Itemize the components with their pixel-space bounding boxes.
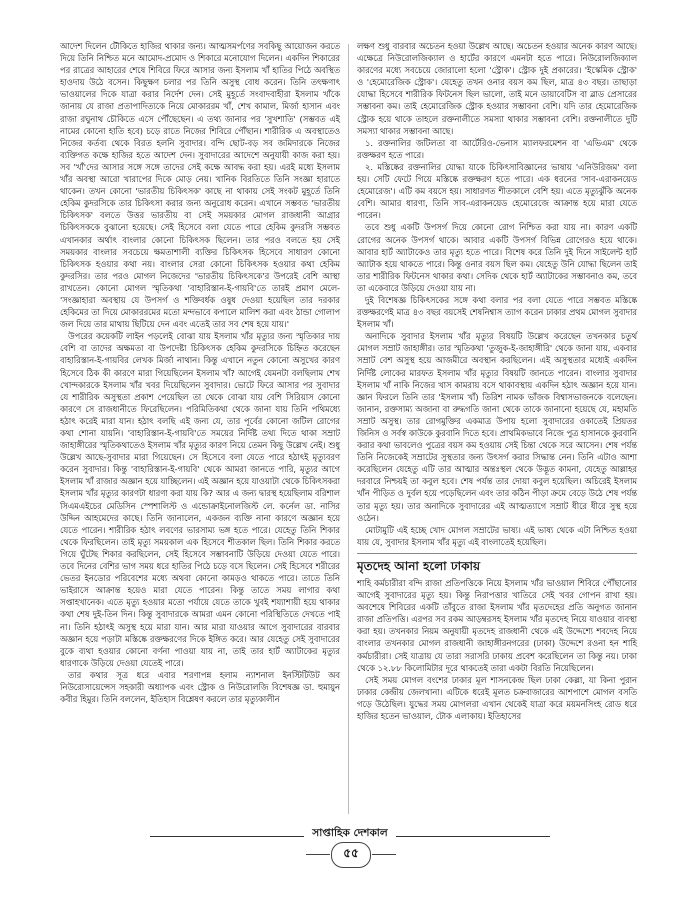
column-divider <box>348 44 349 814</box>
section-subheading: মৃতদেহ আনা হলো ঢাকায় <box>357 553 637 574</box>
body-paragraph: উপরের কয়েকটি লাইন পড়লেই বোঝা যায় ইসলাম খাঁর মৃত্যুর জন্য স্মৃতিকার দায় বেশি বা তাদের অক্ষমতা বা উপদেষ্টা চিকিৎসক হেকিম কুদরসিকে চিহ্নিত করেছেন বাহারিস্তান-ই-গায়বির লেখক মির্জা নাথান। কিন্তু এখানে নতুন কোনো অসুখের কারণ হিসেবে ঠিক কী কারণে মারা গিয়েছিলেন ইসলাম খাঁ? আগেই যেমনটা বলছিলাম শেখ খোন্দকারকে ইসলাম খাঁর খবর দিয়েছিলেন সুবাদার। ভোটে ফিরে আসার পর সুবাদার যে শারীরিক অসুস্থতা প্রকাশ পেয়েছিল তা থেকে বোঝা যায় বেশি সিরিয়াস কোনো কারণে সে রাজধানীতে ফিরেছিলেন। পরিমিতিকথা থেকে জানা যায় তিনি পথিমধ্যে হঠাৎ করেই মারা যান। হঠাৎ বলছি এই জন্য যে, তার পূর্বের কোনো জটিল রোগের কথা শোনা যায়নি। 'বাহারিস্তান-ই-গায়বি'তে সময়ের নির্দিষ্ট তথ্য দিতে থাকা সম্রাট জাহাঙ্গীরের স্মৃতিকথাতেও ইসলাম খাঁর মৃত্যুর কারণ নিয়ে তেমন কিছু উল্লেখ নেই। শুধু উল্লেখ আছে-সুবাদার মারা গিয়েছেন। সে হিসেবে বলা যেতে পারে হঠাৎই মৃত্যুবরণ করেন সুবাদার। কিন্তু 'বাহারিস্তান-ই-গায়বি' থেকে আমরা জানতে পারি, মৃত্যুর আগে ইসলাম খাঁ রাজার অজ্ঞান হয়ে যাচ্ছিলেন। এই অজ্ঞান হয়ে যাওয়াটা থেকে চিকিৎসকরা ইসলাম খাঁর মৃত্যুর কারণটা ধারণা করা যায় কি? আর এ জন্য দ্বারস্থ হয়েছিলাম বরিশাল সিএমএইচের মেডিসিন স্পেশালিস্ট ও এন্ডোক্রাইনোলজিস্ট লে. কর্নেল ডা. নাসির উদ্দিন আহমেদের কাছে। তিনি জানালেন, একজন ব্যক্তি নানা কারণে অজ্ঞান হয়ে যেতে পারেন। শারীরিক হঠাৎ লবণের ভারসাম্য ভঙ্গ হতে পারে। যেহেতু তিনি শিকার থেকে ফিরছিলেন। তাই মৃত্যু সময়কাল এক হিসেবে শীতকাল ছিল। তিনি শিকার করতে গিয়ে ঘুঁটেছ শিকার করছিলেন, সেই হিসেবে সম্ভাবনাটি উড়িয়ে দেওয়া যেতে পারে। তবে দিনের বেশির ভাগ সময় ধরে হাতির পিঠে চড়ে বসে ছিলেন। সেই হিসেবে শরীরের ভেতর ইনডোর পরিবেশের মধ্যে অথবা কোনো কামড়ও থাকতে পারে। তাতে তিনি ভাইরাসে আক্রান্ত হয়েও মারা যেতে পারেন। কিন্তু তাতে সময় লাগার কথা সপ্তাহখানেক। এতে মৃত্যু হওয়ার মতো পর্যায়ে যেতে তাকে খুবই শয্যাশায়ী হয়ে থাকার কথা শেষ দুই-তিন দিন। কিন্তু সুবাদারকে আমরা এমন কোনো পরিস্থিতিতে দেখতে পাই না। তিনি হঠাৎই অসুস্থ হয়ে মারা যান। আর মারা যাওয়ার আগে সুবাদারের বারবার অজ্ঞান হয়ে পড়াটা মস্তিষ্কে রক্তক্ষরণের দিকে ইঙ্গিত করে। আর যেহেতু সেই সুবাদারের বুকে ব্যথা হওয়ার কোনো বর্ণনা পাওয়া যায় না, তাই তার হার্ট অ্যাটাকের মৃত্যুর ধারণাকে উড়িয়ে দেওয়া যেতেই পারে। <box>60 331 340 668</box>
body-paragraph: শাহি কর্মচারীরা বন্দি রাজা প্রতিপত্তিকে নিয়ে ইসলাম খাঁর ভাওয়াল শিবিরে পৌঁছানোর আগেই সুবাদারের মৃত্যু হয়। কিন্তু নিরাপত্তার খাতিরে সেই খবর গোপন রাখা হয়। অবশেষে শিবিরের একটি তাঁবুতে রাজা ইসলাম খাঁর মৃতদেহের প্রতি অনুগত জানান রাজা প্রতিপত্তি। এরপর সব রকম আড়ম্বরসহ ইসলাম খাঁর মৃতদেহ নিয়ে যাওয়ার ব্যবস্থা করা হয়। তখনকার নিয়ম অনুযায়ী মৃতদেহ রাজধানী থেকে এই উদ্দেশ্যে শবদেহ নিয়ে বাংলার তখনকার মোগল রাজধানী জাহাঙ্গীরনগরের (ঢাকা) উদ্দেশে রওনা হন শাহি কর্মচারীরা। সেই যাত্রায় যে তারা সরাসরি ঢাকায় প্রবেশ করেছিলেন তা কিন্তু নয়। ঢাকা থেকে ১২.৮৮ কিলোমিটার দূরে থাকতেই তারা একটা বিরতি নিয়েছিলেন। <box>357 577 637 673</box>
magazine-name <box>0 826 700 843</box>
body-paragraph: দুই বিশেষজ্ঞ চিকিৎসকের সঙ্গে কথা বলার পর বলা যেতে পারে সম্ভবত মস্তিষ্কে রক্তক্ষরণেই মাত্র ৪৩ বছর বয়সেই শেষনিশ্বাস ত্যাগ করেন ঢাকার প্রথম মোগল সুবাদার ইসলাম খাঁ। <box>357 294 637 330</box>
magazine-name-text: সাপ্তাহিক দেশকাল <box>304 827 395 839</box>
body-paragraph: তবে শুধু একটি উপসর্গ দিয়ে কোনো রোগ নিশ্চিত করা যায় না। কারণ একটি রোগের অনেক উপসর্গ থাকে। আবার একটি উপসর্গ বিভিন্ন রোগেরও হয়ে থাকে। আবার হার্ট অ্যাটাকেও তার মৃত্যু হতে পারে। বিশেষ করে তিনি দুই দিনে সাইলেন্ট হার্ট অ্যাটাক হয়ে থাকতে পারে। কিন্তু ওনার বয়স ছিল কম। যেহেতু উনি যোদ্ধা ছিলেন তাই তার শারীরিক ফিটনেস থাকার কথা। সেদিক থেকে হার্ট অ্যাটাকের সম্ভাবনাও কম, তবে তা একেবারে উড়িয়ে দেওয়া যায় না। <box>357 222 637 293</box>
numbered-point: ২. মস্তিষ্কের রক্তনালির যোদ্ধা যাকে চিকিৎসাবিজ্ঞানের ভাষায় 'এনিউরিজম' বলা হয়। সেটি ফেটে গিয়ে মস্তিষ্কে রক্তক্ষরণ হতে পারে। এক ধরনের 'সাব-এরাকনয়েড হেমোরেজ'। এটি কম বয়সে হয়। সাধারণত শীতকালে বেশি হয়। এতে মৃত্যুঝুঁকি অনেক বেশি। আমার ধারণা, তিনি সাব-এরাকনয়েড হেমোরেজে আক্রান্ত হয়ে মারা যেতে পারেন। <box>357 161 637 221</box>
page-number: ৫৫ <box>343 846 359 860</box>
body-paragraph: মোটামুটি এই হচ্ছে খোদ মোগল সম্রাটের ভাষ্য। এই ভাষ্য থেকে এটা নিশ্চিত হওয়া যায় যে, সুবাদার ইসলাম খাঁর মৃত্যু এই বাংলাতেই হয়েছিল। <box>357 524 637 547</box>
body-paragraph: আদেশ দিলেন টৌকিতে হাজির থাকার জন্য। আত্মসমর্পণের সবকিছু আয়োজন করতে দিয়ে তিনি নিশ্চিত মনে আমোদ-প্রমোদ ও শিকারে মনোযোগ দিলেন। একদিন শিকারের পর রাত্রের আহারের শেষে শিবিরে ফিরে আসার জন্য ইসলাম খাঁ হাতির পিঠে অবস্থিত হাওদায় উঠে বসেন। কিছুক্ষণ চলার পর তিনি অসুস্থ বোধ করেন। তিনি তৎক্ষণাৎ ভাওয়ালের দিকে যাত্রা করার নির্দেশ দেন। সেই মুহূর্তে সংবাদবাহীরা ইসলাম খাঁকে জানায় যে রাজা প্রতাপাদিত্যকে নিয়ে মোকাররম খাঁ, শেখ কামাল, মির্জা হাসান এবং রাজা রঘুনাথ চৌকিতে এসে পৌঁছেছেন। এ তথ্য জানার পর 'সুখশাতি' (সম্ভবত এই নামের কোনো হাতি হবে) চড়ে রাতে নিজের শিবিরে পৌঁছান। শারীরিক এ অবস্থাতেও নিজের কর্তব্য থেকে বিরত হলনি সুবাদার। বন্দি ছোট-বড় সব জমিদারকে নিজের ব্যক্তিগত কক্ষে হাজির হতে আদেশ দেন। সুবাদারের আদেশে অনুযায়ী কাজ করা হয়। সব 'খাঁ'দের আসার সঙ্গে সঙ্গে তাদের সেই কক্ষে আবদ্ধ করা হয়। এরই মধ্যে ইসলাম খাঁর অবস্থা আরো খারাপের দিকে মোড় নেয়। খানিক বিরতিতে তিনি সংজ্ঞা হারাতে থাকেন। তখন কোনো 'ভারতীয় চিকিৎসক' কাছে না থাকায় সেই সংকট মুহূর্তে তিনি হেকিম কুদরসিকে তার চিকিৎসা করার জন্য অনুরোধ করেন। এখানে সম্ভবত 'ভারতীয় চিকিৎসক' বলতে উত্তর ভারতীয় বা সেই সময়কার মোগল রাজধানী আগ্রার চিকিৎসককে বুঝানো হয়েছে। সেই হিসেবে বলা যেতে পারে হেকিম কুদরসি সম্ভবত এখানকার অর্থাৎ বাংলার কোনো চিকিৎসক ছিলেন। তার পরও বলতে হয় সেই সময়কার বাংলার সবচেয়ে ক্ষমতাশালী ব্যক্তির চিকিৎসক হিসেবে সাধারণ কোনো চিকিৎসক হওয়ার কথা নয়। বাংলার সেরা কোনো চিকিৎসক হওয়ার কথা হেকিম কুদরসির। তার পরও মোগল নিজেদের 'ভারতীয় চিকিৎসকে'র উপরেই বেশি আস্থা রাখতেন। কোনো মোগল স্মৃতিকথা 'বাহারিস্তান-ই-গায়বি'তে তারই প্রমাণ মেলে-'সংজ্ঞাহারা অবস্থায় যে উপসর্গ ও শক্তিবর্ধক ওষুধ দেওয়া হয়েছিল তার দরকার হেকিমের তা দিয়ে মোকাররমের মতো মন্দভাবে কপালে মালিশ করা এবং ঠান্ডা গোলাপ জল দিয়ে তার মাথায় ছিটিয়ে দেন এবং এতেই তার সব শেষ হয়ে যায়।' <box>60 41 340 330</box>
numbered-point: ১. রক্তনালির জটিলতা বা আর্টেরিও-ভেনাস ম্যালফরমেশন বা 'এভিএম' থেকে রক্তক্ষরণ হতে পারে। <box>357 137 637 160</box>
body-paragraph: সেই সময় মোগল বংশের ঢাকার মূল শাসনকেন্দ্র ছিল ঢাকা কেল্লা, যা কিনা পুরান ঢাকার কেন্দ্রীয় জেলখানা। এটিকে ধরেই মূলত চক্রবাজারের আশপাশে মোগল বসতি গড়ে উঠেছিল। যুদ্ধের সময় মোগলরা এখান থেকেই যাত্রা করে ময়মনসিংহ রোড ধরে হাজির হতেন ভাওয়াল, টোক এলাকায়। ইতিহাসের <box>357 674 637 721</box>
page-number-badge <box>331 842 371 868</box>
left-column <box>60 40 340 705</box>
body-paragraph: তার কথার সূত্র ধরে এবার শরণাপন্ন হলাম ন্যাশনাল ইনস্টিটিউট অব নিউরোসায়েন্সেস সহকারী অধ্যাপক এবং স্ট্রোক ও নিউরোলজি বিশেষজ্ঞ ডা. হুমায়ুন কবীর হিমুর। তিনি বললেন, ইতিহাস বিশ্লেষণ করলে তার মৃত্যুকালীন <box>60 669 340 705</box>
body-paragraph: অনাদিকে সুবাদার ইসলাম খাঁর মৃত্যুর বিষয়টি উল্লেখ করেছেন তখনকার চতুর্থ মোগল সম্রাট জাহাঙ্গীর। তার স্মৃতিকথা 'তুজুক-ই-জাহাঙ্গীরি' থেকে জানা যায়, একবার সম্রাট বেশ অসুস্থ হয়ে আজমীরে অবস্থান করছিলেন। এই অসুস্থতার মধ্যেই একদিন নির্দিষ্ট লোকের মারফত ইসলাম খাঁর মৃত্যুর বিষয়টি জানতে পারেন। বাংলার সুবাদার ইসলাম খাঁ নাকি নিজের খাস কামরায় বসে থাকাবস্থায় একদিন হঠাৎ অজ্ঞান হয়ে যান। জ্ঞান ফিরলে তিনি তার 'ইসলাম খাঁ) তিরিশ নামক ভাঁজক বিশ্বাসভাজনকে বলেছেন। জানান, রক্তসাম্য অজানা বা রুদ্ধগতি জানা থেকে তাকে জানানো হয়েছে যে, মহামতি সম্রাট অসুস্থ। তার রোগমুক্তির একমাত্র উপায় হলো সুবাদারের ওকাতেই প্রিয়তর জিনিস ও সর্বস্ব কাউকে কুরবানি দিতে হবে। প্রাথমিকভাবে নিজে পুত্র হাসানকে কুরবানি করার কথা ভাবলেও পুত্রের বয়স কম হওয়ায় সেই চিন্তা থেকে সরে আসেন। শেষ পর্যন্ত তিনি নিজেকেই সম্রাটের সুস্থতার জন্য উৎসর্গ করার সিদ্ধান্ত নেন। তিনি এটাও আশা করেছিলেন যেহেতু এটি তার আত্মার অন্তঃস্থল থেকে উদ্ভূত কামনা, যেহেতু আল্লাহর দরবারে নিশ্চয়ই তা কবুল হবে। শেষ পর্যন্ত তার দোয়া কবুল হয়েছিল। অচিরেই ইসলাম খাঁন পীড়িত ও দুর্বল হয়ে পড়েছিলেন এবং তার কঠিন পীড়া ক্রমে বেড়ে উঠে শেষ পর্যন্ত তার মৃত্যু হয়। তার অনাদিকে সুবাদারের এই আত্মত্যাগে সম্রাট ধীরে ধীরে সুস্থ হয়ে ওঠেন। <box>357 331 637 523</box>
body-paragraph: লক্ষণ শুধু বারবার অচেতন হওয়া উল্লেখ আছে। অচেতন হওয়ার অনেক কারণ আছে। এক্ষেত্রে নিউরোলজিক্যাল ও হার্টের কারণে এমনটা হতে পারে। নিউরোলজিক্যাল কারণের মধ্যে সবচেয়ে জোরালো হলো 'স্ট্রোক'। স্ট্রোক দুই প্রকারের। 'ইস্কেমিক স্ট্রোক' ও 'হেমোরেজিক স্ট্রোক'। যেহেতু তখন ওনার বয়স কম ছিল, মাত্র ৪৩ বছর। তাছাড়া যোদ্ধা হিসেবে শারীরিক ফিটনেস ছিল ভালো, তাই মনে ডায়াবেটিস বা ব্লাড প্রেসারের সম্ভাবনা কম। তাই হেমোরেজিক স্ট্রোক হওয়ার সম্ভাবনা বেশি। যদি তার হেমোরেজিক স্ট্রোক হয়ে থাকে তাহলে রক্তনালীতে সমস্যা থাকার সম্ভাবনা বেশি। রক্তনালীতে দুটি সমস্যা থাকার সম্ভাবনা আছে। <box>357 41 637 136</box>
right-column <box>357 40 637 722</box>
